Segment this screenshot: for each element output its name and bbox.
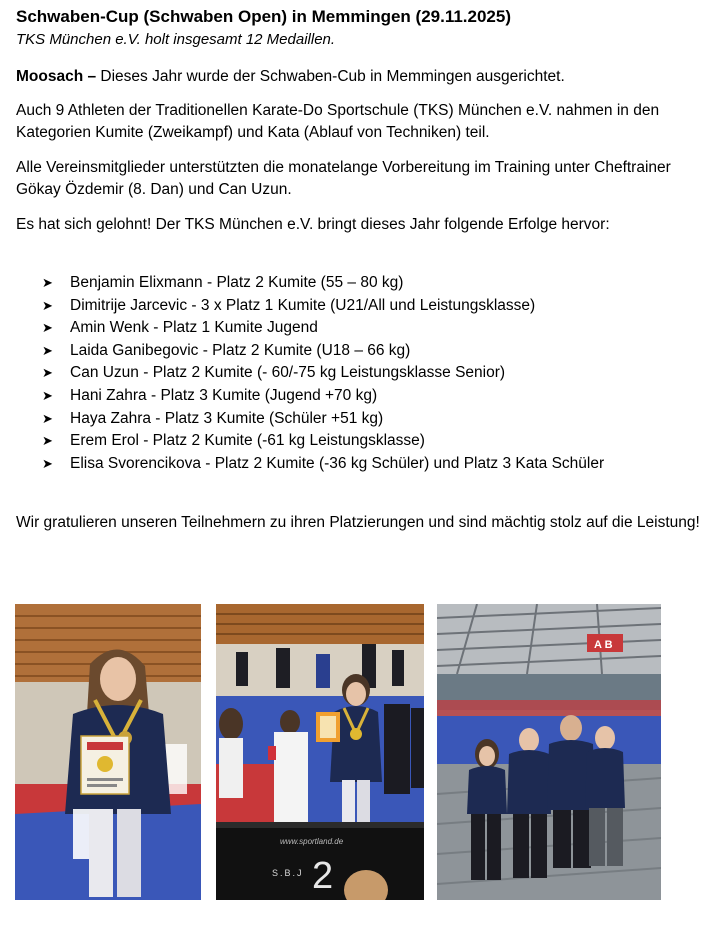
article-subtitle: TKS München e.V. holt insgesamt 12 Medaillen. bbox=[16, 31, 336, 48]
article-title: Schwaben-Cup (Schwaben Open) in Memmingen (29.11.2025) bbox=[16, 7, 512, 26]
list-item: ➤ Erem Erol - Platz 2 Kumite (-61 kg Leistungsklasse) bbox=[42, 430, 604, 453]
results-intro-paragraph: Es hat sich gelohnt! Der TKS München e.V. bringt dieses Jahr folgende Erfolge hervor: bbox=[16, 216, 610, 233]
arrow-bullet-icon: ➤ bbox=[42, 297, 53, 313]
list-item: ➤ Benjamin Elixmann - Platz 2 Kumite (55 – 80 kg) bbox=[42, 272, 604, 295]
participants-paragraph: Auch 9 Athleten der Traditionellen Karate-Do Sportschule (TKS) München e.V. nahmen in den Kategorien Kumite (Zweikampf) und Kata (Ablauf von Techniken) teil. bbox=[16, 102, 660, 141]
list-item: ➤ Can Uzun - Platz 2 Kumite (- 60/-75 kg Leistungsklasse Senior) bbox=[42, 362, 604, 385]
photo-athlete-certificate bbox=[15, 604, 201, 900]
closing-paragraph: Wir gratulieren unseren Teilnehmern zu ihren Platzierungen und sind mächtig stolz auf die Leistung! bbox=[16, 514, 700, 531]
banner-url-text: www.sportland.de bbox=[280, 837, 344, 846]
hall-sign-text: A B bbox=[594, 639, 613, 651]
arrow-bullet-icon: ➤ bbox=[42, 365, 53, 381]
banner-logo-text: S.B.J bbox=[272, 868, 304, 878]
arrow-bullet-icon: ➤ bbox=[42, 342, 53, 358]
preparation-paragraph: Alle Vereinsmitglieder unterstützten die monatelange Vorbereitung im Training unter Cheftrainer Gökay Özdemir (8. Dan) und Can Uzun. bbox=[16, 159, 671, 198]
arrow-bullet-icon: ➤ bbox=[42, 275, 53, 290]
arrow-bullet-icon: ➤ bbox=[42, 410, 53, 426]
list-item: ➤ Dimitrije Jarcevic - 3 x Platz 1 Kumite (U21/All und Leistungsklasse) bbox=[42, 295, 604, 318]
photo-team-group bbox=[437, 604, 661, 900]
results-list bbox=[42, 272, 604, 475]
arrow-bullet-icon: ➤ bbox=[42, 387, 53, 403]
intro-paragraph bbox=[16, 66, 713, 88]
list-item: ➤ Hani Zahra - Platz 3 Kumite (Jugend +70 kg) bbox=[42, 385, 604, 408]
location-lead: Moosach – bbox=[16, 68, 97, 85]
list-item: ➤ Amin Wenk - Platz 1 Kumite Jugend bbox=[42, 317, 604, 340]
arrow-bullet-icon: ➤ bbox=[42, 433, 53, 449]
photo-podium bbox=[216, 604, 424, 900]
banner-number-text: 2 bbox=[312, 855, 334, 897]
arrow-bullet-icon: ➤ bbox=[42, 320, 53, 336]
list-item: ➤ Laida Ganibegovic - Platz 2 Kumite (U18 – 66 kg) bbox=[42, 340, 604, 363]
intro-text: Dieses Jahr wurde der Schwaben-Cub in Memmingen ausgerichtet. bbox=[96, 68, 565, 85]
list-item: ➤ Elisa Svorencikova - Platz 2 Kumite (-36 kg Schüler) und Platz 3 Kata Schüler bbox=[42, 453, 604, 476]
list-item: ➤ Haya Zahra - Platz 3 Kumite (Schüler +51 kg) bbox=[42, 408, 604, 431]
arrow-bullet-icon: ➤ bbox=[42, 455, 53, 471]
